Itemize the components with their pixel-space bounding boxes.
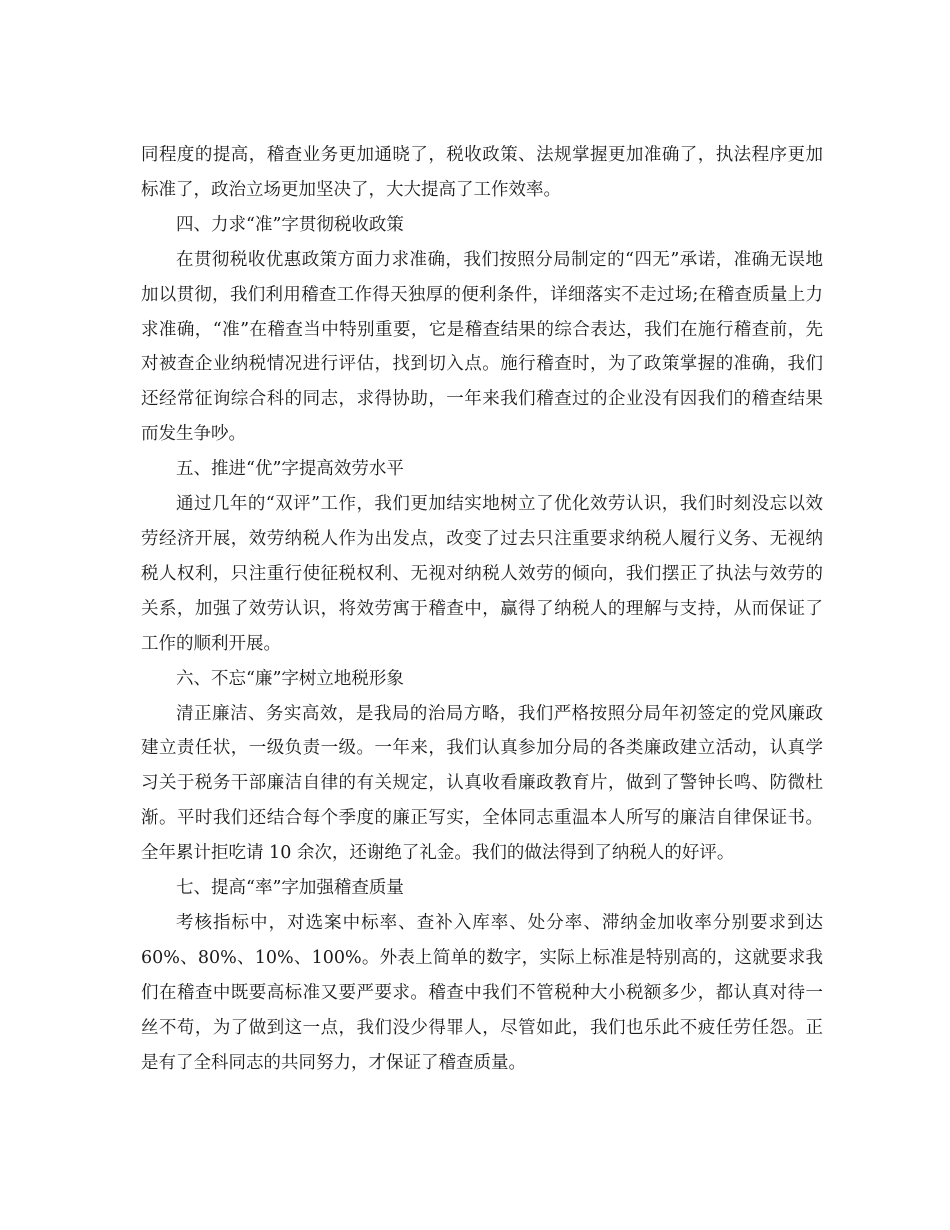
document-body [141, 138, 823, 1080]
paragraph-section-5: 通过几年的“双评”工作，我们更加结实地树立了优化效劳认识，我们时刻没忘以效劳经济开展，效劳纳税人作为出发点，改变了过去只注重要求纳税人履行义务、无视纳税人权利，只注重行使征税权利、无视对纳税人效劳的倾向，我们摆正了执法与效劳的关系，加强了效劳认识，将效劳寓于稽查中，赢得了纳税人的理解与支持，从而保证了工作的顺利开展。 [141, 494, 823, 654]
section-heading-7: 七、提高“率”字加强稽查质量 [176, 878, 404, 899]
paragraph-section-7: 考核指标中，对选案中标率、查补入库率、处分率、滞纳金加收率分别要求到达 60%、80%、10%、100%。外表上简单的数字，实际上标准是特别高的，这就要求我们在稽查中既要高标准又要严要求。稽查中我们不管税种大小税额多少，都认真对待一丝不苟，为了做到这一点，我们没少得罪人，尽管如此，我们也乐此不疲任劳任怨。正是有了全科同志的共同努力，才保证了稽查质量。 [141, 912, 823, 1073]
paragraph-section-6: 清正廉洁、务实高效，是我局的治局方略，我们严格按照分局年初签定的党风廉政建立责任状，一级负责一级。一年来，我们认真参加分局的各类廉政建立活动，认真学习关于税务干部廉洁自律的有关规定，认真收看廉政教育片，做到了警钟长鸣、防微杜渐。平时我们还结合每个季度的廉正写实，全体同志重温本人所写的廉洁自律保证书。全年累计拒吃请 10 余次，还谢绝了礼金。我们的做法得到了纳税人的好评。 [141, 703, 823, 864]
section-heading-4: 四、力求“准”字贯彻税收政策 [176, 214, 404, 235]
paragraph-section-4: 在贯彻税收优惠政策方面力求准确，我们按照分局制定的“四无”承诺，准确无误地加以贯彻，我们利用稽查工作得天独厚的便利条件，详细落实不走过场;在稽查质量上力求准确，“准”在稽查当中特别重要，它是稽查结果的综合表达，我们在施行稽查前，先对被查企业纳税情况进行评估，找到切入点。施行稽查时，为了政策掌握的准确，我们还经常征询综合科的同志，求得协助，一年来我们稽查过的企业没有因我们的稽查结果而发生争吵。 [141, 249, 823, 445]
section-heading-5: 五、推进“优”字提高效劳水平 [176, 459, 404, 480]
paragraph-continued: 同程度的提高，稽查业务更加通晓了，税收政策、法规掌握更加准确了，执法程序更加标准了，政治立场更加坚决了，大大提高了工作效率。 [141, 145, 823, 200]
section-heading-6: 六、不忘“廉”字树立地税形象 [176, 668, 404, 689]
